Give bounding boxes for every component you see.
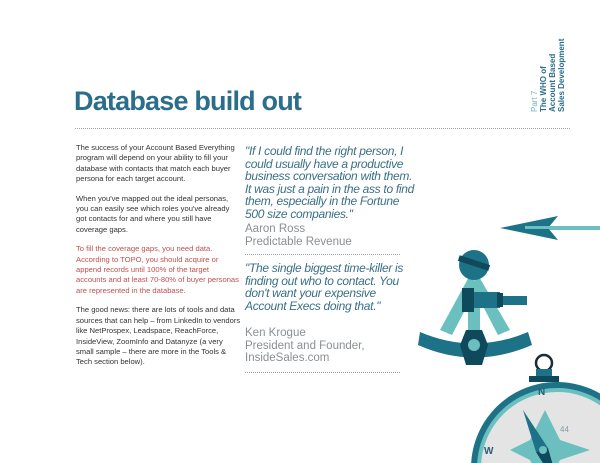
highlight-paragraph: To fill the coverage gaps, you need data. According to TOPO, you should acquire or append records until 100% of the target accounts and at least 70-80% of buyer personas are represented in the database. (76, 244, 239, 295)
page-title: Database build out (74, 86, 302, 116)
quote-role: Predictable Revenue (245, 235, 352, 248)
section-title-line: The WHO of (539, 66, 548, 112)
compass-north-label: N (538, 387, 546, 398)
quote-role: President and Founder, (245, 339, 365, 352)
page-number: 44 (560, 425, 569, 434)
section-title-line: Sales Development (557, 38, 566, 112)
section-title-line: Account Based (548, 53, 557, 112)
sextant-icon (418, 250, 532, 365)
quote-text: "If I could find the right person, I could usually have a productive business conversation with them. It was just a pain in the ass to find them, especially in the Fortune 500 size companies." (245, 144, 415, 221)
paragraph: The good news: there are lots of tools and data sources that can help – from LinkedIn to vendors like NetProspex, Leadspace, ReachForce, InsideView, ZoomInfo and Datanyze (a very small sample – there are more in the Tools & Tech section below). (76, 305, 241, 367)
arrow-icon (500, 216, 600, 240)
quote-company: InsideSales.com (245, 352, 330, 365)
paragraph: The success of your Account Based Everything program will depend on your ability to fill your database with contacts that match each buyer persona for each target account. (76, 143, 235, 184)
quote-text: "The single biggest time-killer is finding out who to contact. You don't want your expensive Account Execs doing that." (245, 261, 404, 313)
compass-west-label: W (484, 446, 494, 457)
paragraph: When you've mapped out the ideal personas, you can easily see which roles you've already got contacts for and where you still have coverage gaps. (76, 193, 230, 234)
quote-author: Aaron Ross (245, 223, 306, 235)
quote-author: Ken Krogue (245, 327, 306, 339)
section-part: Part 7 (530, 90, 539, 112)
